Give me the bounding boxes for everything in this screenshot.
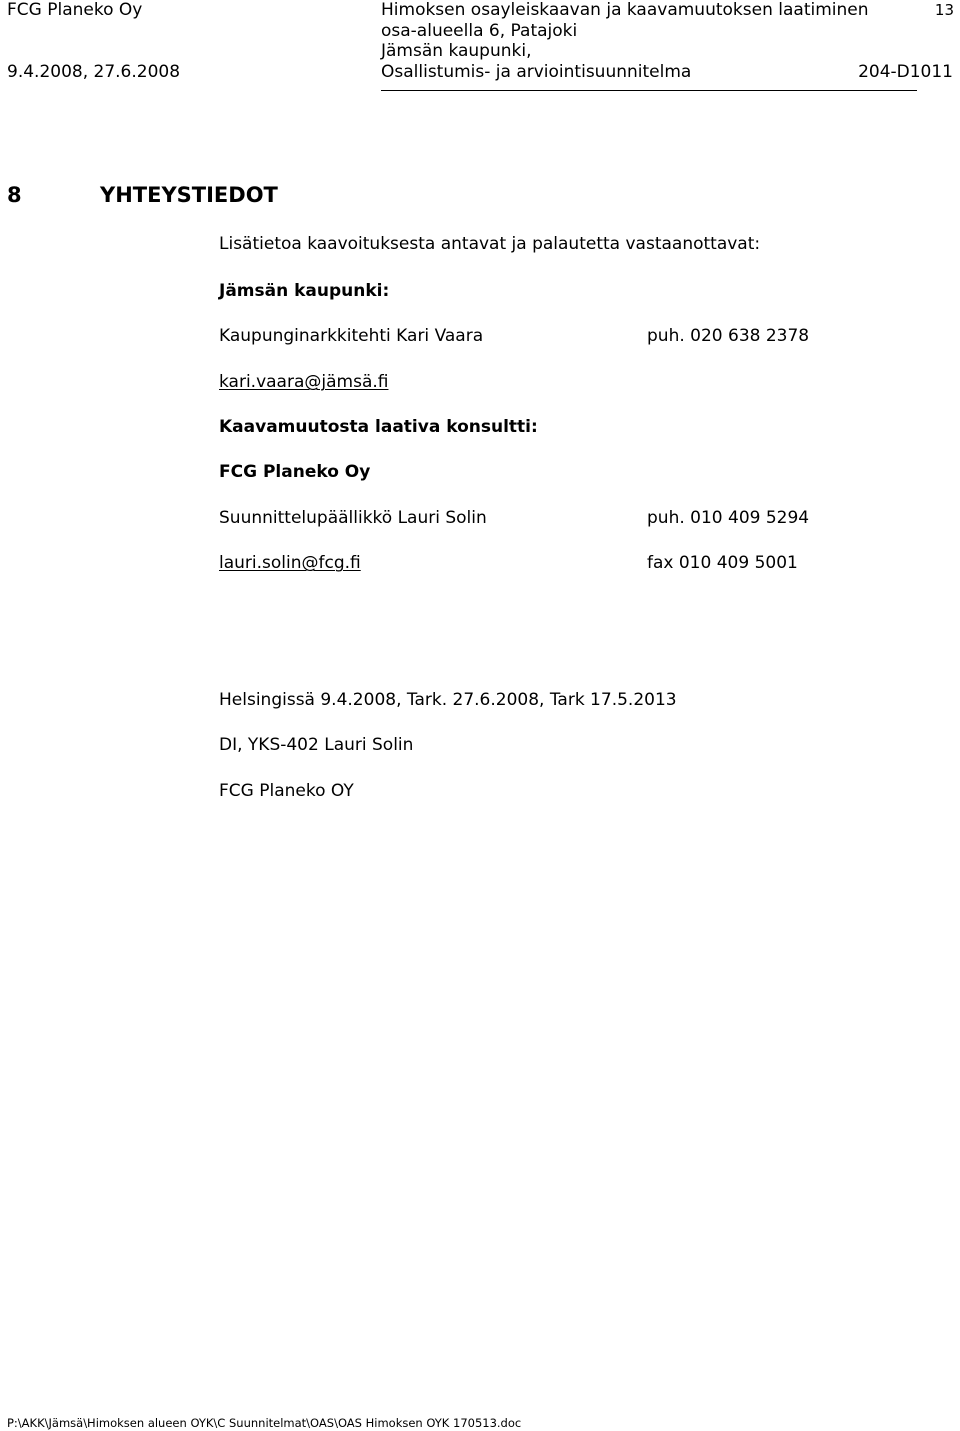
- page-number: 13: [934, 1, 954, 19]
- footer-file-path: P:\AKK\Jämsä\Himoksen alueen OYK\C Suunnitelmat\OAS\OAS Himoksen OYK 170513.doc: [7, 1416, 522, 1430]
- header-title-line: Jämsän kaupunki,: [381, 41, 532, 61]
- header-title-line: Himoksen osayleiskaavan ja kaavamuutoksen laatiminen: [381, 0, 869, 20]
- signature-company: FCG Planeko OY: [219, 781, 354, 801]
- header-doc-code: 204-D1011: [858, 62, 953, 82]
- city-heading: Jämsän kaupunki:: [219, 281, 390, 301]
- city-contact-email-link[interactable]: kari.vaara@jämsä.fi: [219, 372, 389, 392]
- header-divider: [381, 90, 917, 91]
- city-contact-phone: puh. 020 638 2378: [647, 326, 810, 346]
- consultant-contact-phone: puh. 010 409 5294: [647, 508, 810, 528]
- consultant-company: FCG Planeko Oy: [219, 462, 371, 482]
- header-dates: 9.4.2008, 27.6.2008: [7, 62, 181, 82]
- header-title-line: Osallistumis- ja arviointisuunnitelma: [381, 61, 692, 82]
- section-title: YHTEYSTIEDOT: [100, 183, 278, 207]
- consultant-contact-email-link[interactable]: lauri.solin@fcg.fi: [219, 553, 361, 573]
- signature-place-date: Helsingissä 9.4.2008, Tark. 27.6.2008, Tark 17.5.2013: [219, 690, 677, 710]
- consultant-heading: Kaavamuutosta laativa konsultti:: [219, 417, 538, 437]
- city-contact-name: Kaupunginarkkitehti Kari Vaara: [219, 326, 484, 346]
- header-company: FCG Planeko Oy: [7, 0, 143, 20]
- signature-signer: DI, YKS-402 Lauri Solin: [219, 735, 414, 755]
- intro-text: Lisätietoa kaavoituksesta antavat ja palautetta vastaanottavat:: [219, 234, 761, 254]
- consultant-contact-fax: fax 010 409 5001: [647, 553, 798, 573]
- header-title-block: [381, 0, 869, 82]
- consultant-contact-name: Suunnittelupäällikkö Lauri Solin: [219, 508, 487, 528]
- section-number: 8: [7, 183, 22, 207]
- header-title-line: osa-alueella 6, Patajoki: [381, 20, 578, 41]
